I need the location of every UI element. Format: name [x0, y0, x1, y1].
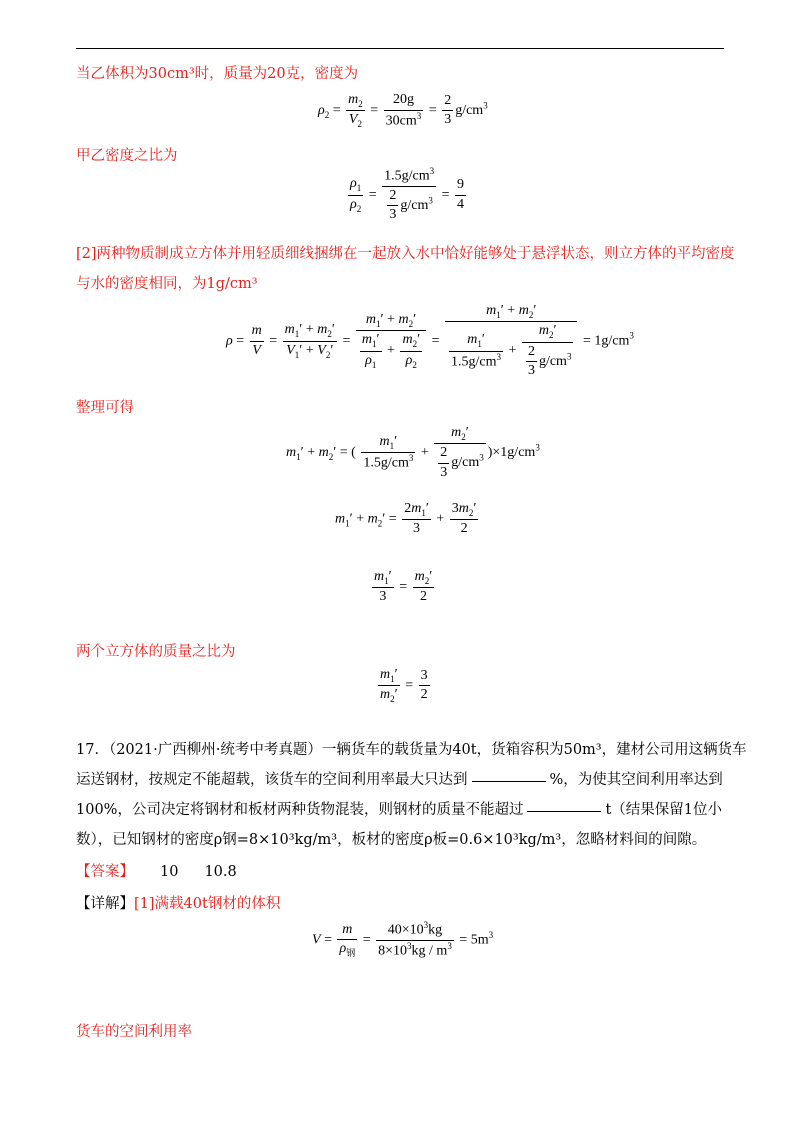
question-17-line1: 17．（2021·广西柳州·统考中考真题）一辆货车的载货量为40t，货箱容积为50m³，建材公司用这辆货车 [76, 742, 747, 758]
mass-sum-equation-2: $m_1' + m_2'$ = $\frac{2m_1'}{3}$ + $\frac{3m_2'}{2}$ [335, 501, 477, 537]
answer-tag: 【答案】 [76, 864, 134, 880]
mass-relation-equation: $\frac{m_1'}{3}$ = $\frac{m_2'}{2}$ [374, 569, 433, 605]
answer-blank-1[interactable] [472, 780, 546, 782]
part2-line2: 与水的密度相同，为1g/cm³ [76, 276, 258, 292]
part2-line1: [2]两种物质制成立方体并用轻质细线捆绑在一起放入水中恰好能够处于悬浮状态，则立方体的平均密度 [76, 246, 735, 262]
detail-text: [1]满载40t钢材的体积 [134, 896, 281, 912]
simplify-label: 整理可得 [76, 400, 134, 416]
mass-sum-equation-1: $m_1' + m_2'$ = ( $\frac{m_1'}{1.5g/cm^3}$ + $m_2'$ $\frac{2}{3}$ $g/cm^3$ )$\times 1g/cm^3$ [286, 425, 540, 480]
question-17-line2-tail: %，为使其空间利用率达到 [549, 772, 723, 788]
detail-line [76, 892, 280, 913]
answer-value-2: 10.8 [204, 864, 237, 880]
answer-blank-2[interactable] [527, 810, 601, 812]
question-17-line2 [76, 768, 723, 789]
average-density-equation: ρ = $\frac{m}{V}$ = $\frac{m_1' + m_2'}{V_1' + V_2'}$ = $m_1' + m_2'$ $\frac{m_1'}{\rho_1}$ + $\frac{m_2'}{\rho_2}$ = $m_1' + m_2'$ $\frac{m_1'}{1.5g/cm^3}$ + $m_2'$ $\frac{2}{3}$ $g/cm^3$ = $1g/cm^3$ [226, 303, 634, 379]
volume-equation: V = $\frac{m}{\rho_钢}$ = $\frac{40\times 10^3kg}{8\times 10^3kg / m^3}$ = $5m^3$ [312, 920, 494, 959]
answer-value-1: 10 [160, 864, 179, 880]
answer-line [76, 860, 237, 881]
density-ratio-equation: $\frac{\rho_1}{\rho_2}$ = $1.5g/cm^3$ $\frac{2}{3}$ $g/cm^3$ = $\frac{9}{4}$ [350, 166, 465, 223]
final-label: 货车的空间利用率 [76, 1024, 192, 1040]
header-rule [76, 48, 724, 49]
question-17-line3 [76, 798, 722, 819]
ratio-label: 甲乙密度之比为 [76, 148, 178, 164]
question-17-line4: 数），已知钢材的密度ρ钢=8×10³kg/m³，板材的密度ρ板=0.6×10³kg/m³，忽略材料间的间隙。 [76, 832, 707, 848]
mass-ratio-label: 两个立方体的质量之比为 [76, 644, 236, 660]
question-17-line2-text: 运送钢材，按规定不能超载，该货车的空间利用率最大只达到 [76, 772, 468, 788]
question-17-line3-tail: t（结果保留1位小 [605, 802, 723, 818]
mass-ratio-equation: $\frac{m_1'}{m_2'}$ = $\frac{3}{2}$ [380, 667, 428, 705]
intro-line: 当乙体积为30cm³时，质量为20克，密度为 [76, 66, 359, 82]
density-2-equation: $\rho_2$ = $\frac{m_2}{V_2}$ = $\frac{20g}{30cm^3}$ = $\frac{2}{3}$ $g/cm^3$ [318, 92, 488, 130]
question-17-line3-text: 100%，公司决定将钢材和板材两种货物混装，则钢材的质量不能超过 [76, 802, 524, 818]
detail-tag: 【详解】 [76, 896, 134, 912]
